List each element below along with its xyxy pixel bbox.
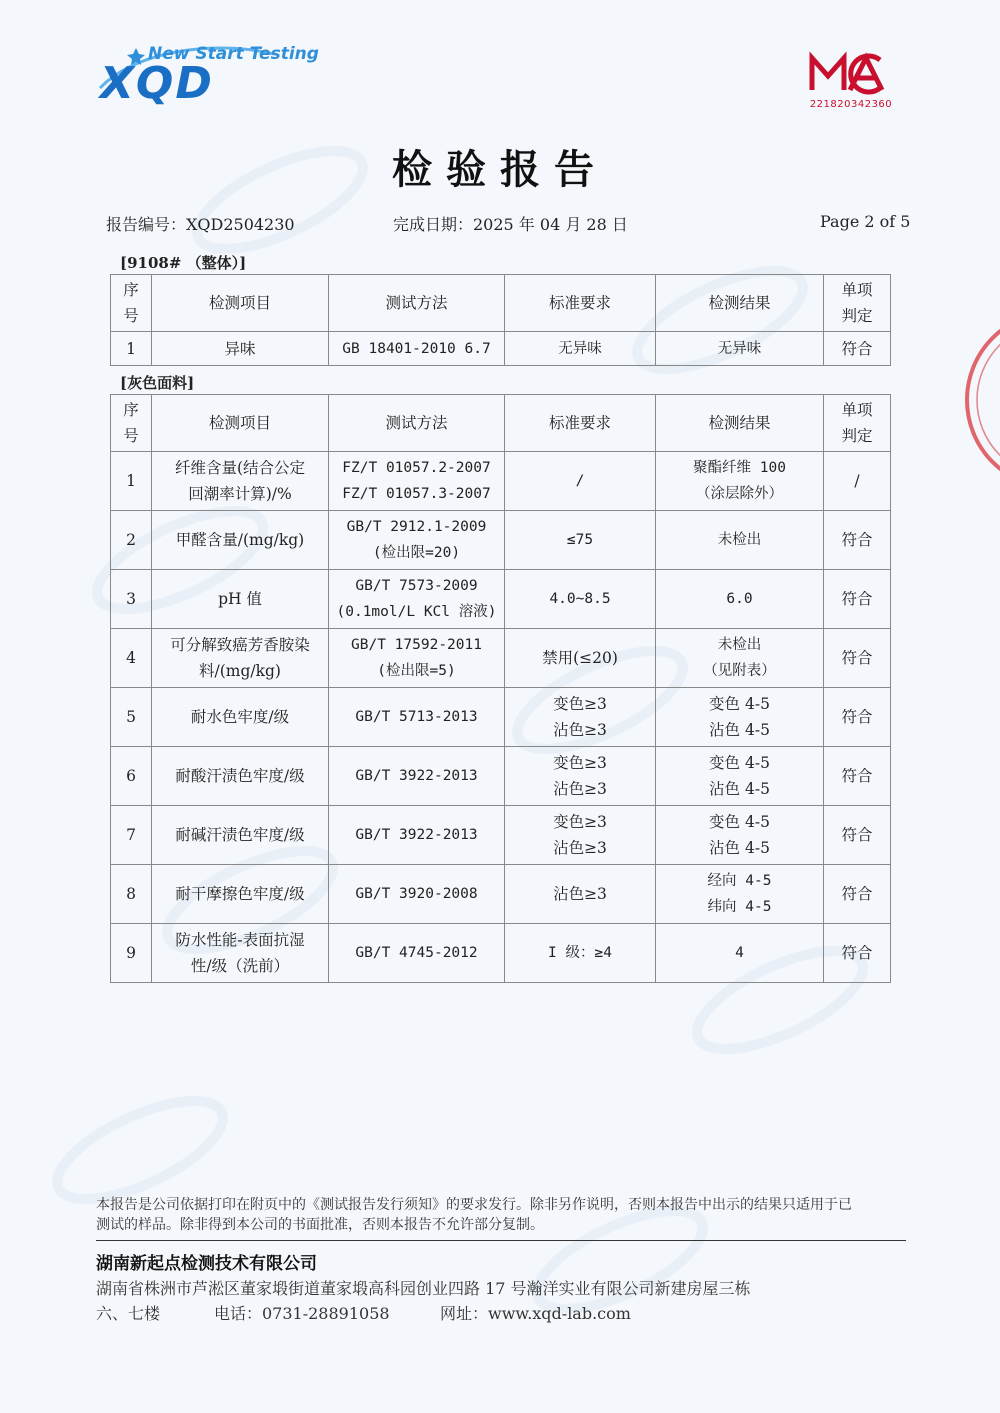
column-header: 序 号 (111, 275, 152, 332)
cell-judgement: 符合 (824, 629, 891, 688)
footer-divider (96, 1240, 906, 1241)
cell-test-method: GB/T 17592-2011 (检出限=5) (329, 629, 505, 688)
table-row (111, 452, 891, 511)
cell-test-item: 耐酸汗渍色牢度/级 (152, 747, 329, 806)
notice-line-2: 测试的样品。除非得到本公司的书面批准，否则本报告不允许部分复制。 (96, 1217, 544, 1233)
cell-judgement: 符合 (824, 924, 891, 983)
cell-test-item: 耐碱汗渍色牢度/级 (152, 806, 329, 865)
cell-judgement: 符合 (824, 865, 891, 924)
column-header: 单项 判定 (824, 275, 891, 332)
cell-test-method: GB/T 5713-2013 (329, 688, 505, 747)
company-name: 湖南新起点检测技术有限公司 (96, 1254, 317, 1274)
cell-requirement: 无异味 (505, 332, 656, 366)
cell-test-item: 耐水色牢度/级 (152, 688, 329, 747)
cell-requirement: / (505, 452, 656, 511)
logo-wordmark: XQD (100, 58, 214, 109)
cell-requirement: 4.0~8.5 (505, 570, 656, 629)
column-header: 标准要求 (505, 275, 656, 332)
section-label-9108: [9108# （整体）] (120, 254, 247, 272)
cell-result: 聚酯纤维 100 （涂层除外） (656, 452, 824, 511)
table-row (111, 511, 891, 570)
column-header: 检测结果 (656, 275, 824, 332)
cell-requirement: 变色≥3 沾色≥3 (505, 806, 656, 865)
column-header: 测试方法 (329, 395, 505, 452)
cell-index: 9 (111, 924, 152, 983)
cell-test-item: pH 值 (152, 570, 329, 629)
table-row (111, 865, 891, 924)
cell-index: 4 (111, 629, 152, 688)
results-table-grey-fabric (110, 394, 891, 983)
column-header: 单项 判定 (824, 395, 891, 452)
cell-index: 3 (111, 570, 152, 629)
page-indicator: Page 2 of 5 (820, 212, 911, 231)
cell-test-method: GB/T 3920-2008 (329, 865, 505, 924)
column-header: 测试方法 (329, 275, 505, 332)
page-title: 检验报告 (392, 146, 608, 193)
cell-test-method: GB 18401-2010 6.7 (329, 332, 505, 366)
cell-index: 8 (111, 865, 152, 924)
cell-requirement: 变色≥3 沾色≥3 (505, 688, 656, 747)
cell-result: 经向 4-5 纬向 4-5 (656, 865, 824, 924)
cell-result: 6.0 (656, 570, 824, 629)
column-header: 检测项目 (152, 275, 329, 332)
cell-judgement: 符合 (824, 688, 891, 747)
address-line-1: 湖南省株洲市芦淞区董家塅街道董家塅高科园创业四路 17 号瀚洋实业有限公司新建房屋三栋 (96, 1279, 751, 1298)
cell-requirement: 沾色≥3 (505, 865, 656, 924)
cell-index: 6 (111, 747, 152, 806)
column-header: 序 号 (111, 395, 152, 452)
cell-result: 变色 4-5 沾色 4-5 (656, 747, 824, 806)
table-row (111, 924, 891, 983)
cell-index: 7 (111, 806, 152, 865)
website: 网址：www.xqd-lab.com (440, 1304, 631, 1323)
cell-index: 2 (111, 511, 152, 570)
cell-judgement: / (824, 452, 891, 511)
cma-number: 221820342360 (809, 99, 893, 110)
cell-test-method: GB/T 7573-2009 (0.1mol/L KCl 溶液) (329, 570, 505, 629)
table-row (111, 688, 891, 747)
cell-index: 5 (111, 688, 152, 747)
column-header: 检测项目 (152, 395, 329, 452)
cell-test-method: GB/T 2912.1-2009 (检出限=20) (329, 511, 505, 570)
cell-test-method: GB/T 3922-2013 (329, 806, 505, 865)
address-line-2: 六、七楼 (96, 1304, 161, 1323)
column-header: 检测结果 (656, 395, 824, 452)
section-label-grey-fabric: [灰色面料] (120, 374, 195, 392)
cell-test-item: 防水性能-表面抗湿 性/级（洗前） (152, 924, 329, 983)
cell-requirement: 变色≥3 沾色≥3 (505, 747, 656, 806)
table-row (111, 806, 891, 865)
column-header: 标准要求 (505, 395, 656, 452)
table-header-row (111, 275, 891, 332)
cell-result: 未检出 （见附表） (656, 629, 824, 688)
cell-result: 变色 4-5 沾色 4-5 (656, 806, 824, 865)
table-row (111, 629, 891, 688)
report-number: 报告编号：XQD2504230 (106, 215, 295, 234)
cell-test-item: 纤维含量(结合公定 回潮率计算)/% (152, 452, 329, 511)
table-row (111, 332, 891, 366)
table-header-row (111, 395, 891, 452)
cell-result: 未检出 (656, 511, 824, 570)
cell-test-item: 甲醛含量/(mg/kg) (152, 511, 329, 570)
cell-judgement: 符合 (824, 570, 891, 629)
cell-judgement: 符合 (824, 806, 891, 865)
phone-number: 电话：0731-28891058 (214, 1304, 390, 1323)
cell-test-item: 可分解致癌芳香胺染 料/(mg/kg) (152, 629, 329, 688)
cell-index: 1 (111, 452, 152, 511)
cell-requirement: I 级：≥4 (505, 924, 656, 983)
cell-result: 无异味 (656, 332, 824, 366)
cell-test-method: FZ/T 01057.2-2007 FZ/T 01057.3-2007 (329, 452, 505, 511)
cell-result: 4 (656, 924, 824, 983)
cell-test-method: GB/T 4745-2012 (329, 924, 505, 983)
cell-judgement: 符合 (824, 332, 891, 366)
cell-judgement: 符合 (824, 511, 891, 570)
cell-test-item: 异味 (152, 332, 329, 366)
logo-tagline: New Start Testing (148, 44, 319, 64)
cell-index: 1 (111, 332, 152, 366)
cell-test-item: 耐干摩擦色牢度/级 (152, 865, 329, 924)
completion-date: 完成日期：2025 年 04 月 28 日 (393, 215, 628, 234)
cell-result: 变色 4-5 沾色 4-5 (656, 688, 824, 747)
company-seal-partial (960, 300, 1000, 500)
table-row (111, 570, 891, 629)
cell-test-method: GB/T 3922-2013 (329, 747, 505, 806)
results-table-9108 (110, 274, 891, 366)
notice-line-1: 本报告是公司依据打印在附页中的《测试报告发行须知》的要求发行。除非另作说明，否则本报告中出示的结果只适用于已 (96, 1197, 852, 1213)
cell-requirement: ≤75 (505, 511, 656, 570)
cell-judgement: 符合 (824, 747, 891, 806)
table-row (111, 747, 891, 806)
cell-requirement: 禁用(≤20) (505, 629, 656, 688)
